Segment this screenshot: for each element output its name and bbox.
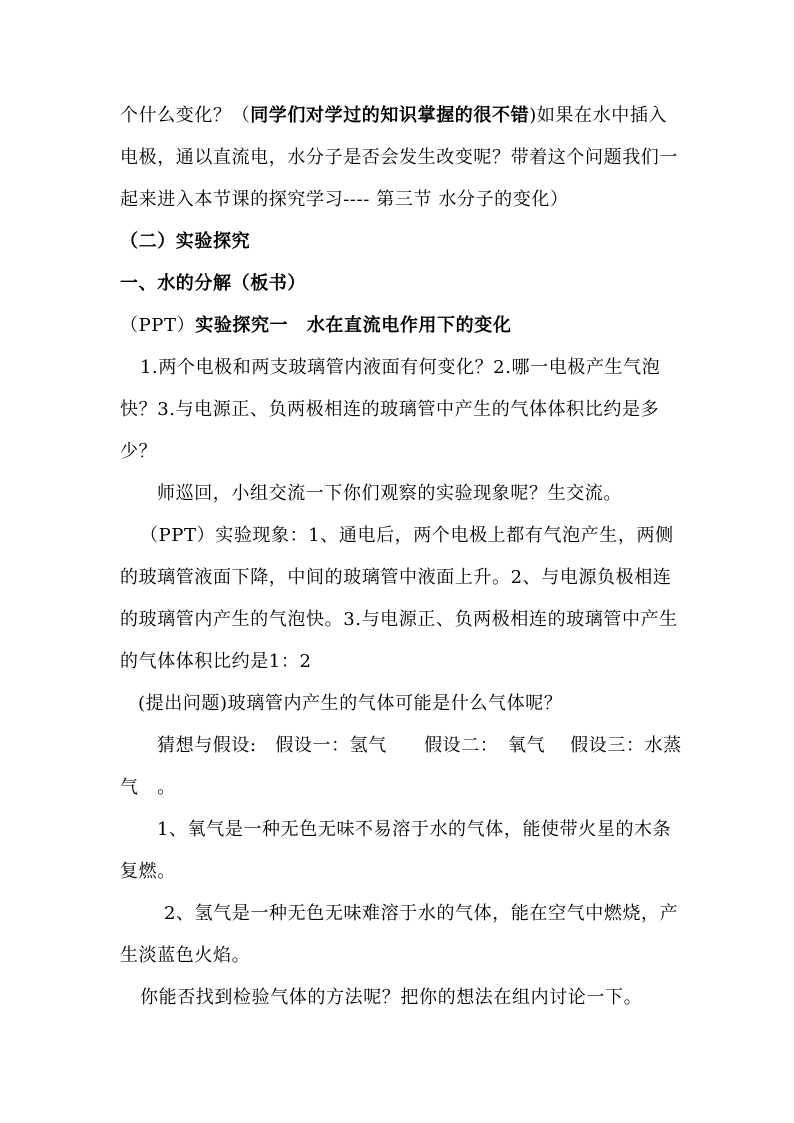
paragraph-line: 1、氧气是一种无色无味不易溶于水的气体，能使带火星的木条 bbox=[157, 819, 672, 840]
bold-text-run: 实验探究一 水在直流电作用下的变化 bbox=[195, 315, 512, 336]
text-run: （PPT） bbox=[120, 315, 196, 336]
paragraph-line: （PPT）实验现象：1、通电后，两个电极上都有气泡产生，两侧 bbox=[140, 525, 674, 546]
bold-text-run: 同学们对学过的知识掌握的很不错 bbox=[250, 105, 530, 126]
paragraph-line: 的玻璃管液面下降，中间的玻璃管中液面上升。2、与电源负极相连 bbox=[120, 567, 672, 588]
paragraph-line: 的玻璃管内产生的气泡快。3.与电源正、负两极相连的玻璃管中产生 bbox=[120, 609, 678, 630]
paragraph-line: (提出问题)玻璃管内产生的气体可能是什么气体呢？ bbox=[138, 693, 563, 714]
section-heading: （二）实验探究 bbox=[120, 231, 251, 252]
paragraph-line: 复燃。 bbox=[120, 861, 176, 882]
section-heading: 一、水的分解（板书） bbox=[120, 273, 306, 294]
text-run: 个什么变化？（ bbox=[120, 105, 251, 126]
paragraph-line: 师巡回，小组交流一下你们观察的实验现象呢？生交流。 bbox=[157, 483, 622, 504]
paragraph-line: 生淡蓝色火焰。 bbox=[120, 945, 251, 966]
paragraph-line bbox=[120, 104, 690, 128]
paragraph-line: 少？ bbox=[120, 441, 158, 462]
text-run: )如果在水中插入 bbox=[529, 105, 668, 126]
paragraph-line: 快？3.与电源正、负两极相连的玻璃管中产生的气体体积比约是多 bbox=[120, 399, 660, 420]
paragraph-line: 气 。 bbox=[120, 777, 176, 798]
paragraph-line: 你能否找到检验气体的方法呢？把你的想法在组内讨论一下。 bbox=[140, 987, 643, 1008]
paragraph-line bbox=[120, 314, 690, 338]
paragraph-line: 猜想与假设: 假设一：氢气 假设二： 氧气 假设三：水蒸 bbox=[157, 735, 682, 756]
paragraph-line: 电极，通以直流电，水分子是否会发生改变呢？带着这个问题我们一 bbox=[120, 147, 678, 168]
paragraph-line: 2、氢气是一种无色无味难溶于水的气体，能在空气中燃烧，产 bbox=[164, 903, 679, 924]
paragraph-line: 起来进入本节课的探究学习---- 第三节 水分子的变化） bbox=[120, 189, 569, 210]
paragraph-line: 1.两个电极和两支玻璃管内液面有何变化？2.哪一电极产生气泡 bbox=[140, 357, 661, 378]
paragraph-line: 的气体体积比约是1：2 bbox=[120, 651, 312, 672]
